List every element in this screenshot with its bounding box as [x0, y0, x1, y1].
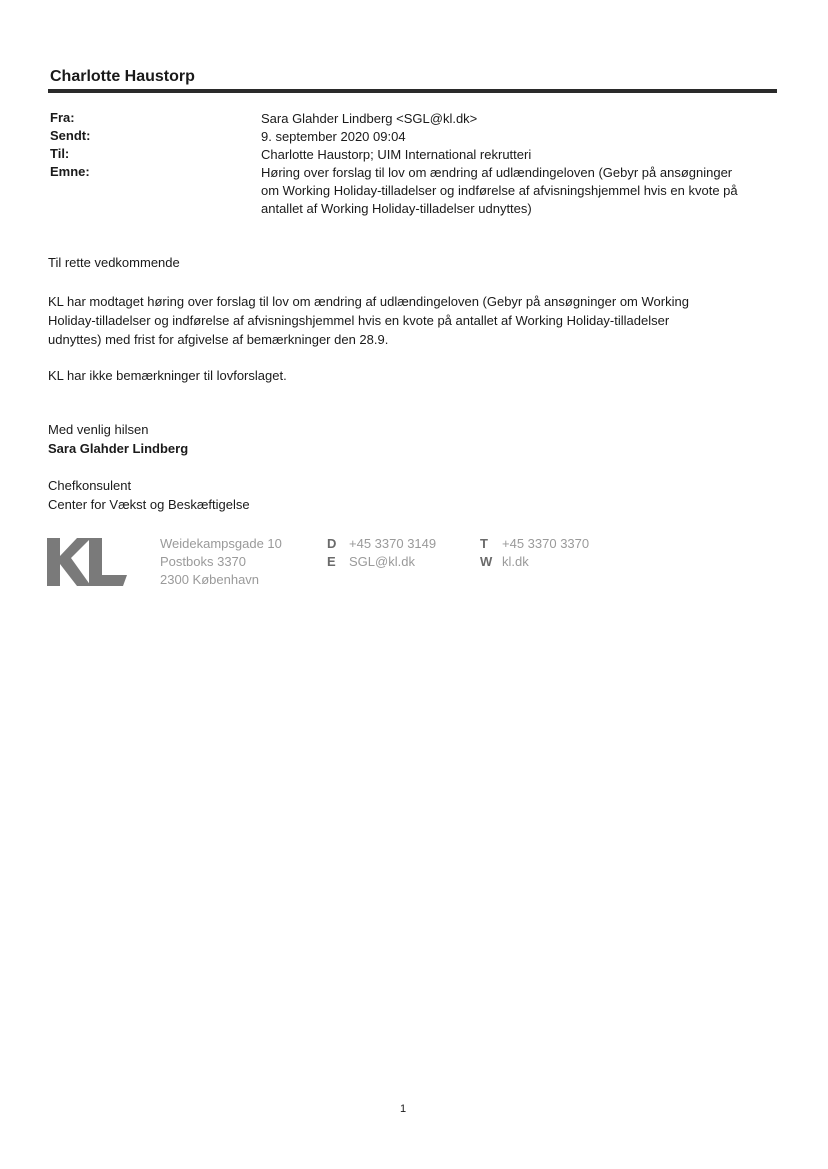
page-header-name: Charlotte Haustorp	[50, 68, 195, 85]
greeting: Til rette vedkommende	[48, 255, 180, 270]
sent-label: Sendt:	[50, 128, 91, 143]
header-rule	[48, 89, 777, 93]
body-paragraph-1	[48, 292, 689, 349]
footer-address	[160, 535, 282, 589]
to-value: Charlotte Haustorp; UIM International rekrutteri	[261, 147, 532, 162]
subject-line: antallet af Working Holiday-tilladelser udnyttes)	[261, 201, 532, 216]
paragraph-line: KL har modtaget høring over forslag til lov om ændring af udlændingeloven (Gebyr på ansøgninger om Working	[48, 294, 689, 309]
web-value: kl.dk	[502, 554, 529, 569]
phone-value: +45 3370 3370	[502, 536, 590, 551]
web-label: W	[480, 554, 493, 569]
address-line: Postboks 3370	[160, 554, 247, 569]
kl-logo	[47, 538, 127, 586]
subject-line: om Working Holiday-tilladelser og indførelse af afvisningshjemmel hvis en kvote på	[261, 183, 738, 198]
direct-phone: +45 3370 3149	[349, 536, 437, 551]
to-label: Til:	[50, 146, 70, 161]
address-line: 2300 København	[160, 572, 260, 587]
from-value: Sara Glahder Lindberg <SGL@kl.dk>	[261, 111, 478, 126]
subject-line: Høring over forslag til lov om ændring af udlændingeloven (Gebyr på ansøgninger	[261, 165, 733, 180]
email-label: E	[327, 554, 336, 569]
paragraph-line: udnyttes) med frist for afgivelse af bemærkninger den 28.9.	[48, 332, 389, 347]
footer-direct-email	[327, 535, 436, 571]
subject-label: Emne:	[50, 164, 90, 179]
subject-value	[261, 164, 781, 218]
sent-value: 9. september 2020 09:04	[261, 129, 406, 144]
email-value: SGL@kl.dk	[349, 554, 415, 569]
footer-phone-web	[480, 535, 589, 571]
body-paragraph-2: KL har ikke bemærkninger til lovforslaget.	[48, 368, 287, 383]
direct-label: D	[327, 536, 337, 551]
signature-title: Chefkonsulent	[48, 478, 132, 493]
signature-closing: Med venlig hilsen	[48, 422, 149, 437]
page-number: 1	[400, 1103, 407, 1115]
from-label: Fra:	[50, 110, 75, 125]
paragraph-line: Holiday-tilladelser og indførelse af afvisningshjemmel hvis en kvote på antallet af Working Holiday-tilladelser	[48, 313, 670, 328]
phone-label: T	[480, 536, 488, 551]
signature-department: Center for Vækst og Beskæftigelse	[48, 497, 250, 512]
signature-name: Sara Glahder Lindberg	[48, 441, 189, 456]
address-line: Weidekampsgade 10	[160, 536, 282, 551]
